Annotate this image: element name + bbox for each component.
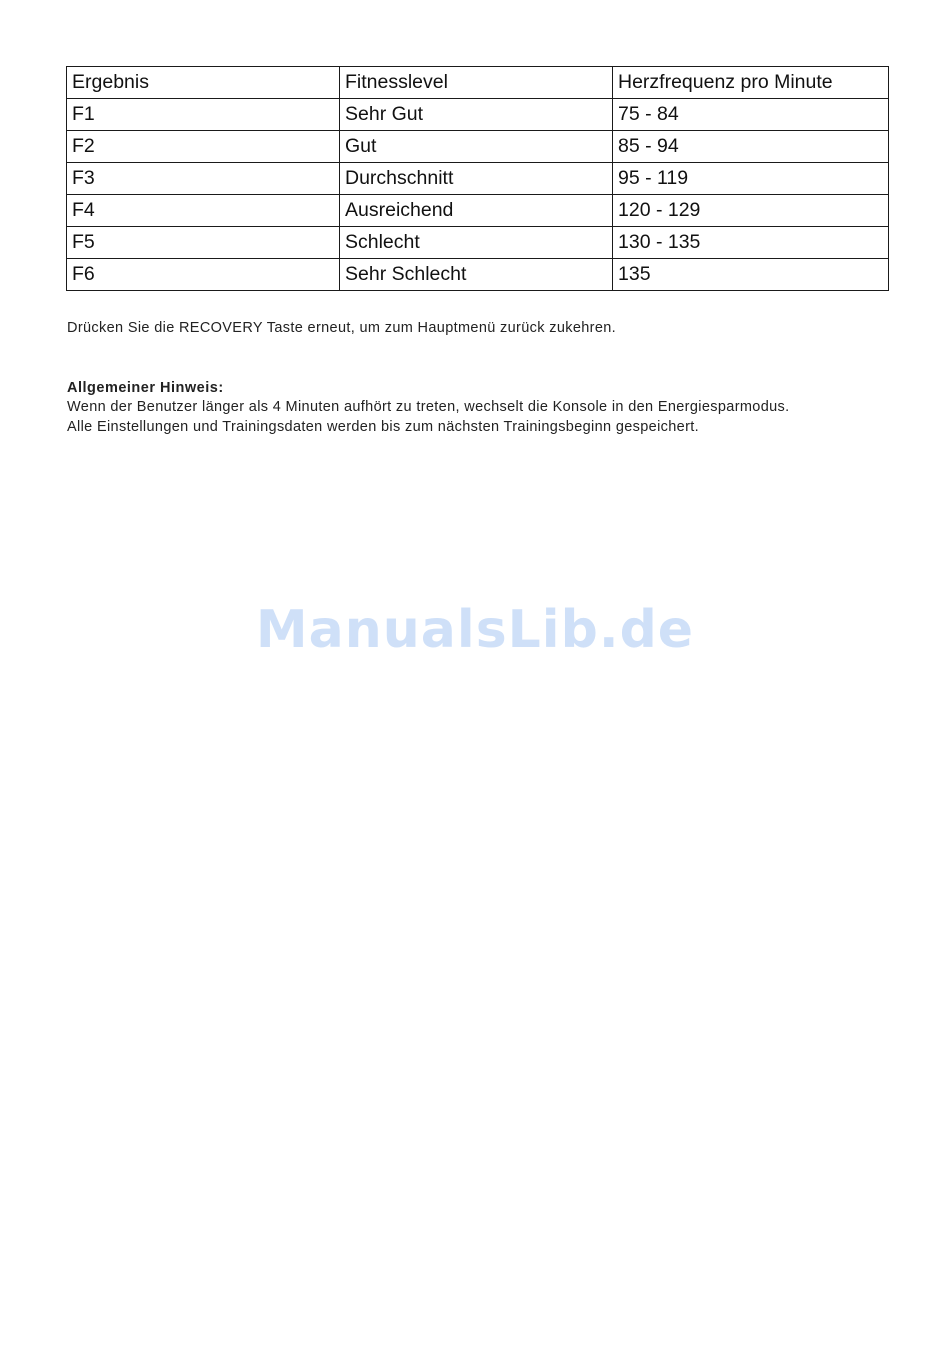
cell-fitnesslevel: Ausreichend	[340, 195, 613, 227]
cell-herzfrequenz: 130 - 135	[613, 227, 889, 259]
cell-herzfrequenz: 135	[613, 259, 889, 291]
cell-fitnesslevel: Schlecht	[340, 227, 613, 259]
table-header-row	[67, 67, 889, 99]
cell-fitnesslevel: Gut	[340, 131, 613, 163]
recovery-instruction: Drücken Sie die RECOVERY Taste erneut, um zum Hauptmenü zurück zukehren.	[67, 320, 617, 336]
cell-herzfrequenz: 120 - 129	[613, 195, 889, 227]
cell-ergebnis: F6	[67, 259, 340, 291]
cell-ergebnis: F4	[67, 195, 340, 227]
table-row	[67, 227, 889, 259]
column-header-fitnesslevel: Fitnesslevel	[340, 67, 613, 99]
column-header-ergebnis: Ergebnis	[67, 67, 340, 99]
cell-fitnesslevel: Sehr Schlecht	[340, 259, 613, 291]
fitness-results-table	[66, 66, 889, 291]
cell-fitnesslevel: Sehr Gut	[340, 99, 613, 131]
table-row	[67, 195, 889, 227]
watermark: ManualsLib.de	[255, 600, 695, 660]
table-row	[67, 99, 889, 131]
table-row	[67, 163, 889, 195]
table-row	[67, 131, 889, 163]
cell-fitnesslevel: Durchschnitt	[340, 163, 613, 195]
cell-herzfrequenz: 75 - 84	[613, 99, 889, 131]
cell-ergebnis: F1	[67, 99, 340, 131]
column-header-herzfrequenz: Herzfrequenz pro Minute	[613, 67, 889, 99]
note-text-line: Wenn der Benutzer länger als 4 Minuten aufhört zu treten, wechselt die Konsole in den Energiesparmodus.	[67, 399, 790, 415]
cell-ergebnis: F2	[67, 131, 340, 163]
note-text-line: Alle Einstellungen und Trainingsdaten werden bis zum nächsten Trainingsbeginn gespeichert.	[67, 419, 700, 435]
cell-herzfrequenz: 95 - 119	[613, 163, 889, 195]
cell-herzfrequenz: 85 - 94	[613, 131, 889, 163]
cell-ergebnis: F5	[67, 227, 340, 259]
note-heading: Allgemeiner Hinweis:	[67, 380, 224, 396]
cell-ergebnis: F3	[67, 163, 340, 195]
table-row	[67, 259, 889, 291]
